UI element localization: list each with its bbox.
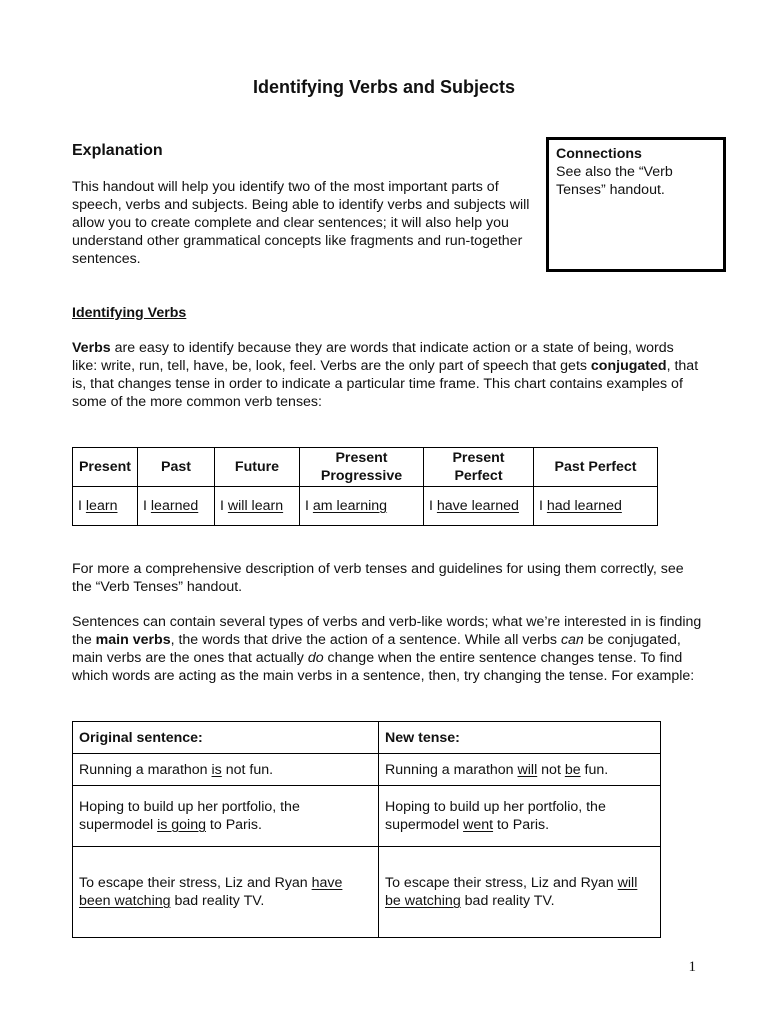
main-verbs-text-d: change when the entire sentence changes tense. To find which words are acting as the main verbs in a sentence, then, try changing the tense. For example: xyxy=(72,650,695,684)
page-number: 1 xyxy=(688,959,696,975)
tense-header: Future xyxy=(215,448,300,487)
tense-cell xyxy=(534,487,658,526)
pronoun: I xyxy=(78,498,82,514)
main-verb: is going xyxy=(157,817,206,833)
verb-form: will learn xyxy=(227,498,284,514)
pronoun: I xyxy=(305,498,309,514)
tense-cell xyxy=(215,487,300,526)
pronoun: I xyxy=(143,498,147,514)
main-verbs-text-b: , the words that drive the action of a sentence. While all verbs xyxy=(170,632,561,648)
sentence-text: not fun. xyxy=(221,761,274,778)
verbs-text-a: are easy to identify because they are words that indicate action or a state of being, words like: write, run, tell, have, be, look, feel. Verbs are the only part of speech that gets xyxy=(72,340,674,374)
verbs-text-b: , that is, that changes tense in order to indicate a particular time frame. This chart contains examples of some of the more common verb tenses: xyxy=(72,358,699,410)
sentence-text: to Paris. xyxy=(493,817,550,833)
original-sentence-header: Original sentence: xyxy=(73,722,379,754)
example-sentence-table xyxy=(72,721,661,938)
tense-header: Past xyxy=(138,448,215,487)
main-verbs-term: main verbs xyxy=(95,632,171,648)
tense-cell xyxy=(424,487,534,526)
main-verbs-paragraph xyxy=(72,613,702,685)
verb-form: am learning xyxy=(312,498,388,514)
verb-form: learned xyxy=(150,498,199,514)
emphasis-can: can xyxy=(560,632,584,648)
sentence-text: To escape their stress, Liz and Ryan xyxy=(79,875,312,891)
tense-header: Present xyxy=(73,448,138,487)
explanation-paragraph: This handout will help you identify two of the most important parts of speech, verbs and subjects. Being able to identify verbs and subjects will allow you to create complete and clear sentences; it will also help you understand other grammatical concepts like fragments and run-together sentences. xyxy=(72,179,530,267)
tense-cell xyxy=(138,487,215,526)
connections-heading: Connections xyxy=(556,146,642,162)
table-row xyxy=(73,754,661,786)
tense-header: Past Perfect xyxy=(534,448,658,487)
tense-example-row xyxy=(73,487,658,526)
tense-header-row xyxy=(73,448,658,487)
emphasis-do: do xyxy=(307,650,324,666)
table-row xyxy=(73,847,661,938)
main-verb: will xyxy=(517,761,538,778)
more-info-paragraph: For more a comprehensive description of verb tenses and guidelines for using them correctly, see the “Verb Tenses” handout. xyxy=(72,561,684,595)
new-tense-cell xyxy=(379,754,661,786)
main-verb: will be watching xyxy=(385,875,638,909)
tense-header: Present Perfect xyxy=(424,448,534,487)
new-tense-cell xyxy=(379,847,661,938)
sentence-text: Hoping to build up her portfolio, the supermodel xyxy=(79,799,300,833)
sentence-text: fun. xyxy=(580,761,609,778)
main-verbs-text-a: Sentences can contain several types of verbs and verb-like words; what we’re interested in is finding the xyxy=(72,614,702,648)
verbs-term: Verbs xyxy=(72,340,111,356)
tense-cell xyxy=(300,487,424,526)
verb-form: had learned xyxy=(546,498,622,514)
sentence-text: bad reality TV. xyxy=(170,893,265,909)
pronoun: I xyxy=(220,498,224,514)
sentence-text: To escape their stress, Liz and Ryan xyxy=(385,875,618,891)
example-header-row xyxy=(73,722,661,754)
explanation-heading: Explanation xyxy=(72,142,163,159)
pronoun: I xyxy=(539,498,543,514)
sentence-text: to Paris. xyxy=(205,817,262,833)
main-verb: have been watching xyxy=(79,875,343,909)
tense-header: Present Progressive xyxy=(300,448,424,487)
pronoun: I xyxy=(429,498,433,514)
connections-callout xyxy=(546,137,726,272)
connections-body: See also the “Verb Tenses” handout. xyxy=(556,164,673,198)
tense-cell xyxy=(73,487,138,526)
verb-form: learn xyxy=(85,498,118,514)
sentence-text: bad reality TV. xyxy=(460,893,555,909)
original-sentence-cell xyxy=(73,786,379,847)
page-title: Identifying Verbs and Subjects xyxy=(252,77,516,97)
table-row xyxy=(73,786,661,847)
conjugated-term: conjugated xyxy=(590,358,667,374)
new-tense-header: New tense: xyxy=(379,722,661,754)
sentence-text: Running a marathon xyxy=(79,761,212,778)
new-tense-cell xyxy=(379,786,661,847)
main-verb: is xyxy=(211,761,222,778)
original-sentence-cell xyxy=(73,754,379,786)
sentence-text: Hoping to build up her portfolio, the supermodel xyxy=(385,799,606,833)
main-verb: went xyxy=(463,817,494,833)
sentence-text: not xyxy=(537,761,565,778)
identifying-verbs-heading: Identifying Verbs xyxy=(72,305,187,321)
main-verb: be xyxy=(564,761,581,778)
original-sentence-cell xyxy=(73,847,379,938)
verb-tense-table xyxy=(72,447,658,526)
sentence-text: Running a marathon xyxy=(385,761,518,778)
verb-form: have learned xyxy=(436,498,519,514)
main-verbs-text-c: be conjugated, main verbs are the ones that actually xyxy=(72,632,681,666)
verbs-paragraph xyxy=(72,339,702,411)
